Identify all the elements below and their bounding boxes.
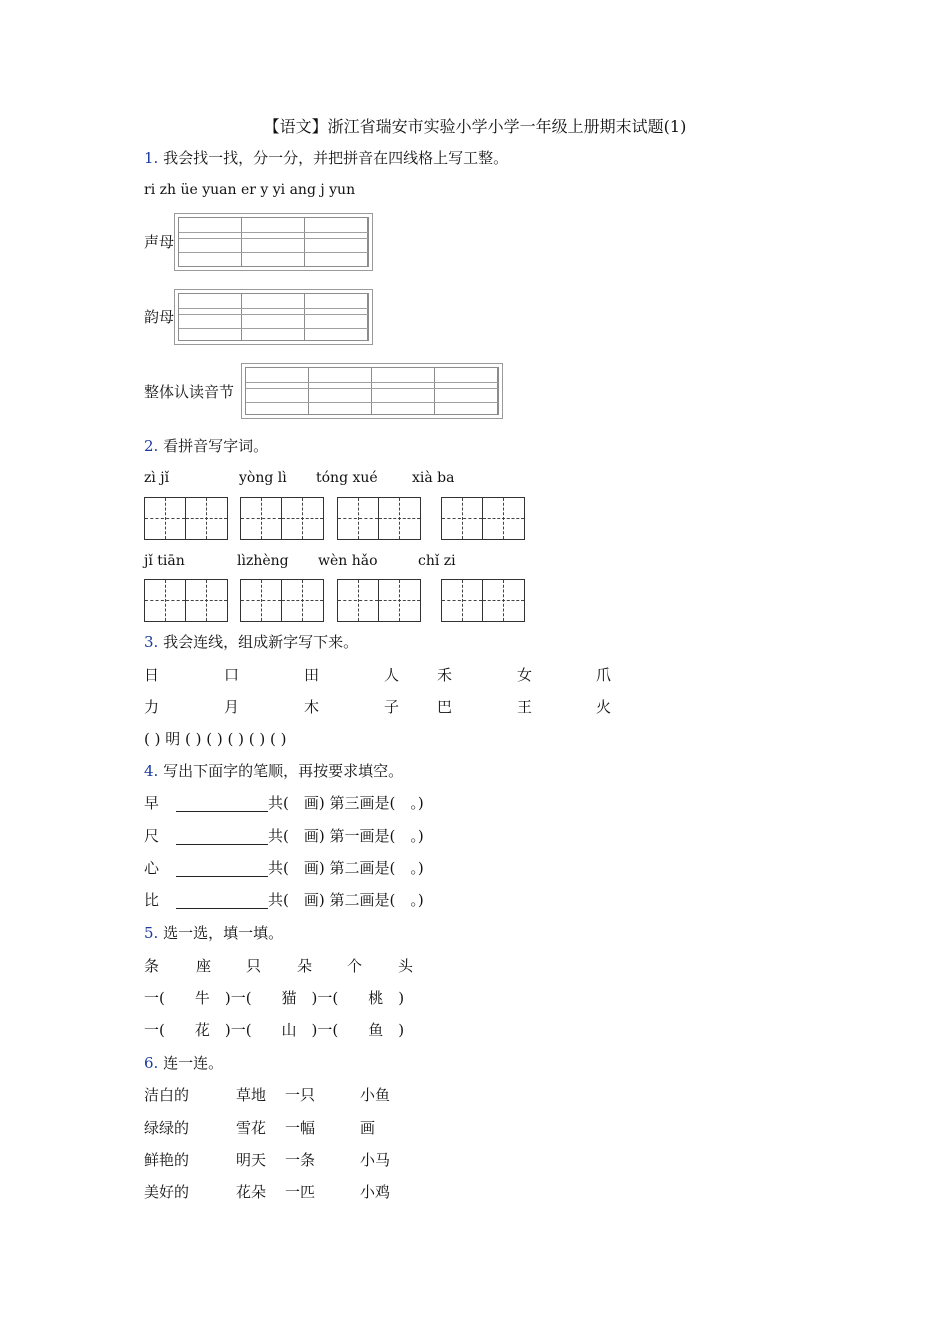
match-measure[interactable]: 一条 [285,1151,316,1169]
tianzige-box[interactable] [144,579,228,622]
stroke-order-line[interactable] [176,876,268,877]
stroke-question: 共( 画) 第二画是( 。) [268,891,424,909]
question-number: 4. [144,762,159,780]
question-text: 选一选，填一填。 [163,924,284,942]
stroke-question: 共( 画) 第一画是( 。) [268,827,424,845]
char-item: 女 [517,666,533,684]
stroke-question: 共( 画) 第二画是( 。) [268,859,424,877]
tianzige-box[interactable] [337,497,421,540]
measure-word: 头 [398,957,414,975]
fill-row[interactable]: 一( 花 )一( 山 )一( 鱼 ) [144,1021,405,1039]
pinyin-grid-finals[interactable] [174,289,373,345]
question-2 [144,436,268,456]
answer-blanks[interactable]: ( ) 明 ( ) ( ) ( ) ( ) ( ) [144,730,287,748]
fill-row[interactable]: 一( 牛 )一( 猫 )一( 桃 ) [144,989,405,1007]
pinyin-word: lìzhèng [237,553,289,569]
char-item: 子 [384,698,400,716]
pinyin-word: jǐ tiān [144,553,185,569]
match-adjective[interactable]: 洁白的 [144,1086,190,1104]
question-text: 写出下面字的笔顺，再按要求填空。 [163,762,404,780]
question-text: 我会找一找，分一分，并把拼音在四线格上写工整。 [163,149,509,167]
measure-word: 个 [347,957,363,975]
char-item: 田 [304,666,320,684]
match-noun[interactable]: 花朵 [236,1183,267,1201]
question-text: 连一连。 [163,1054,224,1072]
stroke-char: 心 [144,859,160,877]
match-noun[interactable]: 明天 [236,1151,267,1169]
pinyin-word: xià ba [412,470,455,486]
char-item: 日 [144,666,160,684]
char-item: 口 [224,666,240,684]
char-item: 禾 [437,666,453,684]
match-object[interactable]: 小鱼 [360,1086,391,1104]
label-initials: 声母 [144,233,175,251]
measure-word: 只 [246,957,262,975]
question-4 [144,761,403,781]
pinyin-word: chǐ zi [418,553,456,569]
char-item: 人 [384,666,400,684]
pinyin-word: zì jǐ [144,470,170,486]
measure-word: 座 [196,957,212,975]
question-number: 3. [144,633,159,651]
tianzige-box[interactable] [441,579,525,622]
match-noun[interactable]: 雪花 [236,1119,267,1137]
stroke-question: 共( 画) 第三画是( 。) [268,794,424,812]
stroke-order-line[interactable] [176,908,268,909]
question-text: 我会连线，组成新字写下来。 [163,633,359,651]
measure-word: 朵 [297,957,313,975]
stroke-order-line[interactable] [176,811,268,812]
match-measure[interactable]: 一只 [285,1086,316,1104]
tianzige-box[interactable] [337,579,421,622]
question-6 [144,1053,223,1073]
pinyin-grid-whole[interactable] [241,363,503,419]
tianzige-box[interactable] [240,497,324,540]
question-number: 5. [144,924,159,942]
page-title: 【语文】浙江省瑞安市实验小学小学一年级上册期末试题(1) [263,117,687,136]
match-measure[interactable]: 一匹 [285,1183,316,1201]
char-item: 力 [144,698,160,716]
stroke-order-line[interactable] [176,844,268,845]
match-noun[interactable]: 草地 [236,1086,267,1104]
question-1 [144,148,508,168]
match-object[interactable]: 小鸡 [360,1183,391,1201]
pinyin-list: ri zh üe yuan er y yi ang j yun [144,182,356,198]
question-3 [144,632,358,652]
stroke-char: 尺 [144,827,160,845]
label-finals: 韵母 [144,308,175,326]
question-number: 1. [144,149,159,167]
measure-word: 条 [144,957,160,975]
char-item: 月 [224,698,240,716]
match-object[interactable]: 画 [360,1119,376,1137]
match-adjective[interactable]: 鲜艳的 [144,1151,190,1169]
question-text: 看拼音写字词。 [163,437,269,455]
match-adjective[interactable]: 绿绿的 [144,1119,190,1137]
char-item: 爪 [596,666,612,684]
question-5 [144,923,283,943]
pinyin-grid-initials[interactable] [174,213,373,271]
question-number: 2. [144,437,159,455]
label-whole-syllables: 整体认读音节 [144,383,235,401]
stroke-char: 早 [144,794,160,812]
question-number: 6. [144,1054,159,1072]
match-adjective[interactable]: 美好的 [144,1183,190,1201]
pinyin-word: yòng lì [239,470,287,486]
tianzige-box[interactable] [441,497,525,540]
char-item: 巴 [437,698,453,716]
char-item: 王 [517,698,533,716]
pinyin-word: tóng xué [316,470,378,486]
pinyin-word: wèn hǎo [318,553,378,569]
match-object[interactable]: 小马 [360,1151,391,1169]
match-measure[interactable]: 一幅 [285,1119,316,1137]
tianzige-box[interactable] [240,579,324,622]
char-item: 木 [304,698,320,716]
stroke-char: 比 [144,891,160,909]
tianzige-box[interactable] [144,497,228,540]
char-item: 火 [596,698,612,716]
